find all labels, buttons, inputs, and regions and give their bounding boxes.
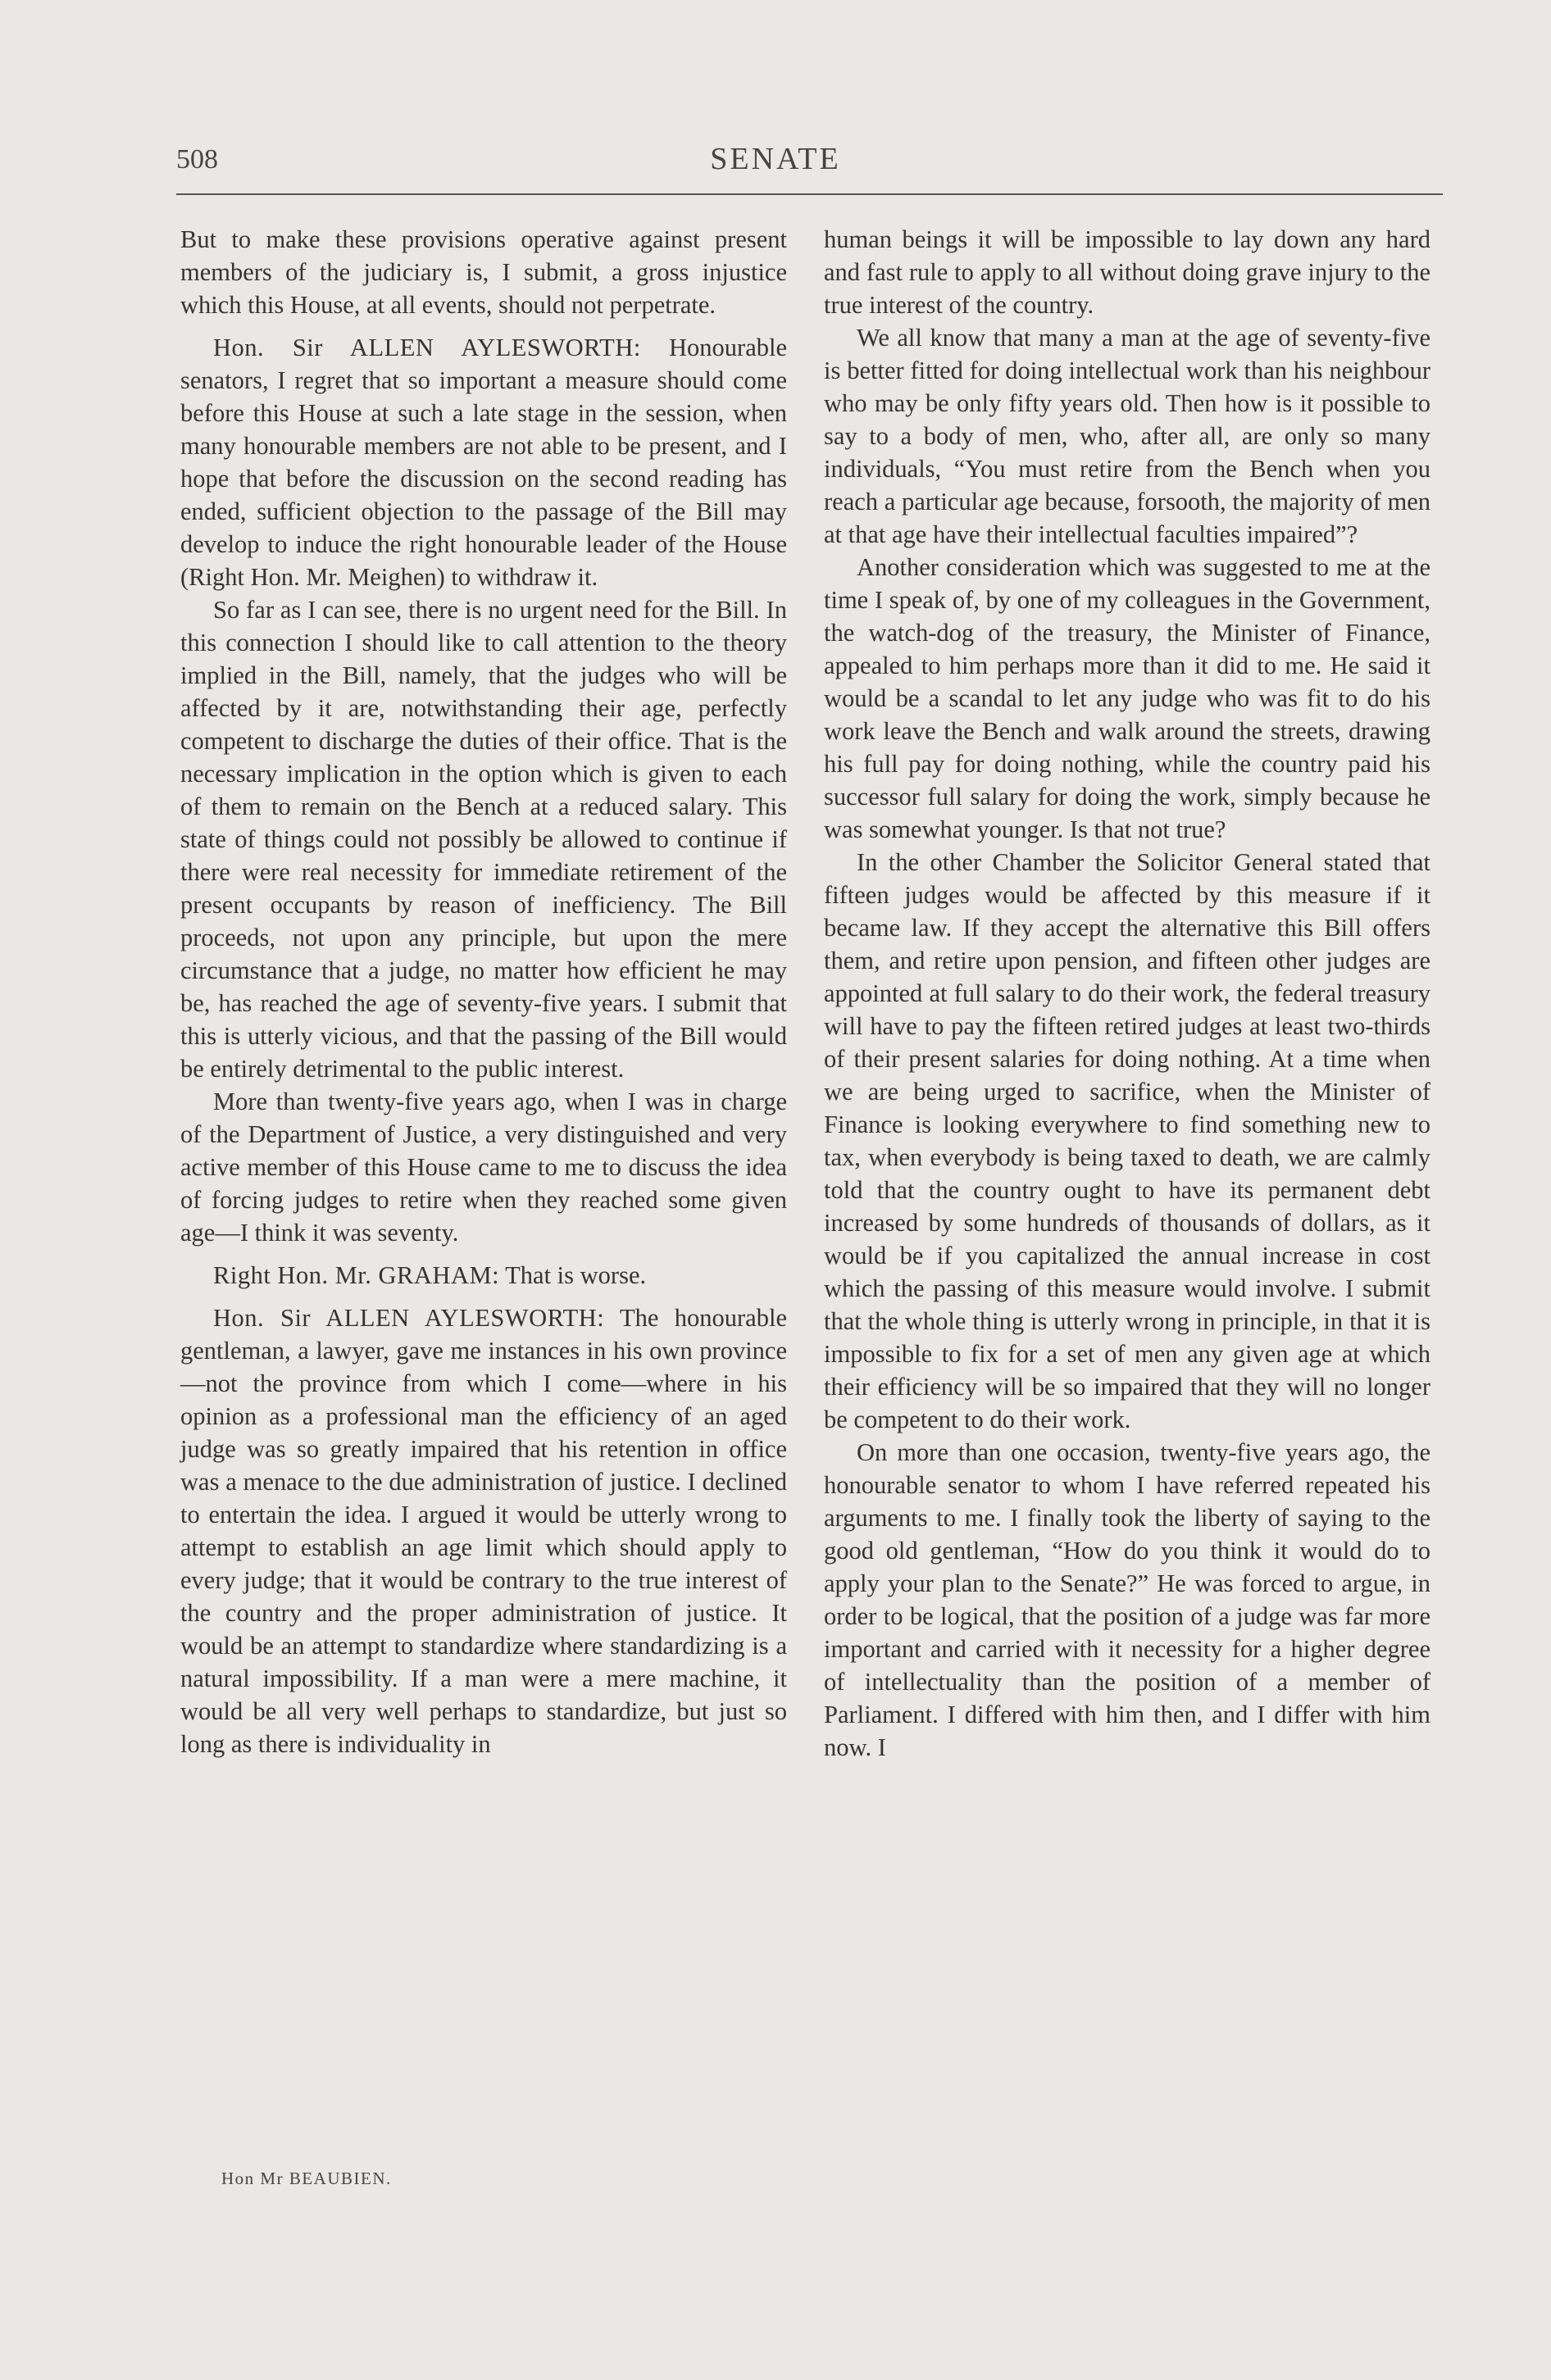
page-footer: Hon Mr BEAUBIEN. (221, 2169, 392, 2188)
paragraph: Another consideration which was suggested to me at the time I speak of, by one of my colleagues in the Government, the watch-dog of the treasury, the Minister of Finance, appealed to him perhaps more than it did to me. He said it would be a scandal to let any judge who was fit to do his work leave the Bench and walk around the streets, drawing his full pay for doing nothing, while the country paid his successor full salary for doing the work, simply because he was somewhat younger. Is that not true? (824, 553, 1430, 843)
left-column (180, 223, 787, 1760)
speaker-name: Hon. Sir ALLEN AYLESWORTH: (213, 334, 641, 361)
paragraph: We all know that many a man at the age of seventy-five is better fitted for doing intellectual work than his neighbour who may be only fifty years old. Then how is it possible to say to a body of men, who, after all, are only so many individuals, “You must retire from the Bench when you reach a particular age because, forsooth, the majority of men at that age have their intellectual faculties impaired”? (824, 324, 1430, 548)
running-title: SENATE (710, 142, 841, 176)
speech-paragraph (180, 331, 787, 593)
page-number: 508 (176, 144, 218, 175)
paragraph: In the other Chamber the Solicitor General stated that fifteen judges would be affected by this measure if it became law. If they accept the alternative this Bill offers them, and retire upon pension, and fifteen other judges are appointed at full salary to do their work, the federal treasury will have to pay the fifteen retired judges at least two-thirds of their present salaries for doing nothing. At a time when we are being urged to sacrifice, when the Minister of Finance is looking everywhere to find something new to tax, when everybody is being taxed to death, we are calmly told that the country ought to have its permanent debt increased by some hundreds of thousands of dollars, as it would be if you capitalized the annual increase in cost which the passing of this measure would involve. I submit that the whole thing is utterly wrong in principle, in that it is impossible to fix for a set of men any given age at which their efficiency will be so impaired that they will no longer be competent to do their work. (824, 848, 1430, 1433)
speech-paragraph (180, 1259, 787, 1292)
speaker-name: Hon. Sir ALLEN AYLESWORTH: (213, 1304, 605, 1332)
right-column (824, 223, 1430, 1764)
paragraph: So far as I can see, there is no urgent need for the Bill. In this connection I should like to call attention to the theory implied in the Bill, namely, that the judges who will be affected by it are, notwithstanding their age, perfectly competent to discharge the duties of their office. That is the necessary implication in the option which is given to each of them to remain on the Bench at a reduced salary. This state of things could not possibly be allowed to continue if there were real necessity for immediate retirement of the present occupants by reason of inefficiency. The Bill proceeds, not upon any principle, but upon the mere circumstance that a judge, no matter how efficient he may be, has reached the age of seventy-five years. I submit that this is utterly vicious, and that the passing of the Bill would be entirely detrimental to the public interest. (180, 596, 787, 1083)
speech-paragraph (180, 1301, 787, 1760)
paragraph: More than twenty-five years ago, when I was in charge of the Department of Justice, a very distinguished and very active member of this House came to me to discuss the idea of forcing judges to retire when they reached some given age—I think it was seventy. (180, 1088, 787, 1247)
paragraph: On more than one occasion, twenty-five years ago, the honourable senator to whom I have referred repeated his arguments to me. I finally took the liberty of saying to the good old gentleman, “How do you think it would do to apply your plan to the Senate?” He was forced to argue, in order to be logical, that the position of a judge was far more important and carried with it necessity for a higher degree of intellectuality than the position of a member of Parliament. I differed with him then, and I differ with him now. I (824, 1438, 1430, 1761)
paragraph: But to make these provisions operative against present members of the judiciary is, I submit, a gross injustice which this House, at all events, should not perpetrate. (180, 225, 787, 319)
speech-text: Honourable senators, I regret that so important a measure should come before this House at such a late stage in the session, when many honourable members are not able to be present, and I hope that before the discussion on the second reading has ended, sufficient objection to the passage of the Bill may develop to induce the right honourable leader of the House (Right Hon. Mr. Meighen) to withdraw it. (180, 334, 787, 591)
speaker-name: Right Hon. Mr. GRAHAM: (213, 1261, 500, 1289)
speech-text: That is worse. (505, 1261, 647, 1289)
paragraph: human beings it will be impossible to lay down any hard and fast rule to apply to all without doing grave injury to the true interest of the country. (824, 225, 1430, 319)
header-rule (176, 193, 1443, 195)
speech-text: The honourable gentleman, a lawyer, gave me instances in his own province—not the province from which I come—where in his opinion as a professional man the efficiency of an aged judge was so greatly impaired that his retention in office was a menace to the due administration of justice. I declined to entertain the idea. I argued it would be utterly wrong to attempt to establish an age limit which should apply to every judge; that it would be contrary to the true interest of the country and the proper administration of justice. It would be an attempt to standardize where standardizing is a natural impossibility. If a man were a mere machine, it would be all very well perhaps to standardize, but just so long as there is individuality in (180, 1304, 787, 1758)
